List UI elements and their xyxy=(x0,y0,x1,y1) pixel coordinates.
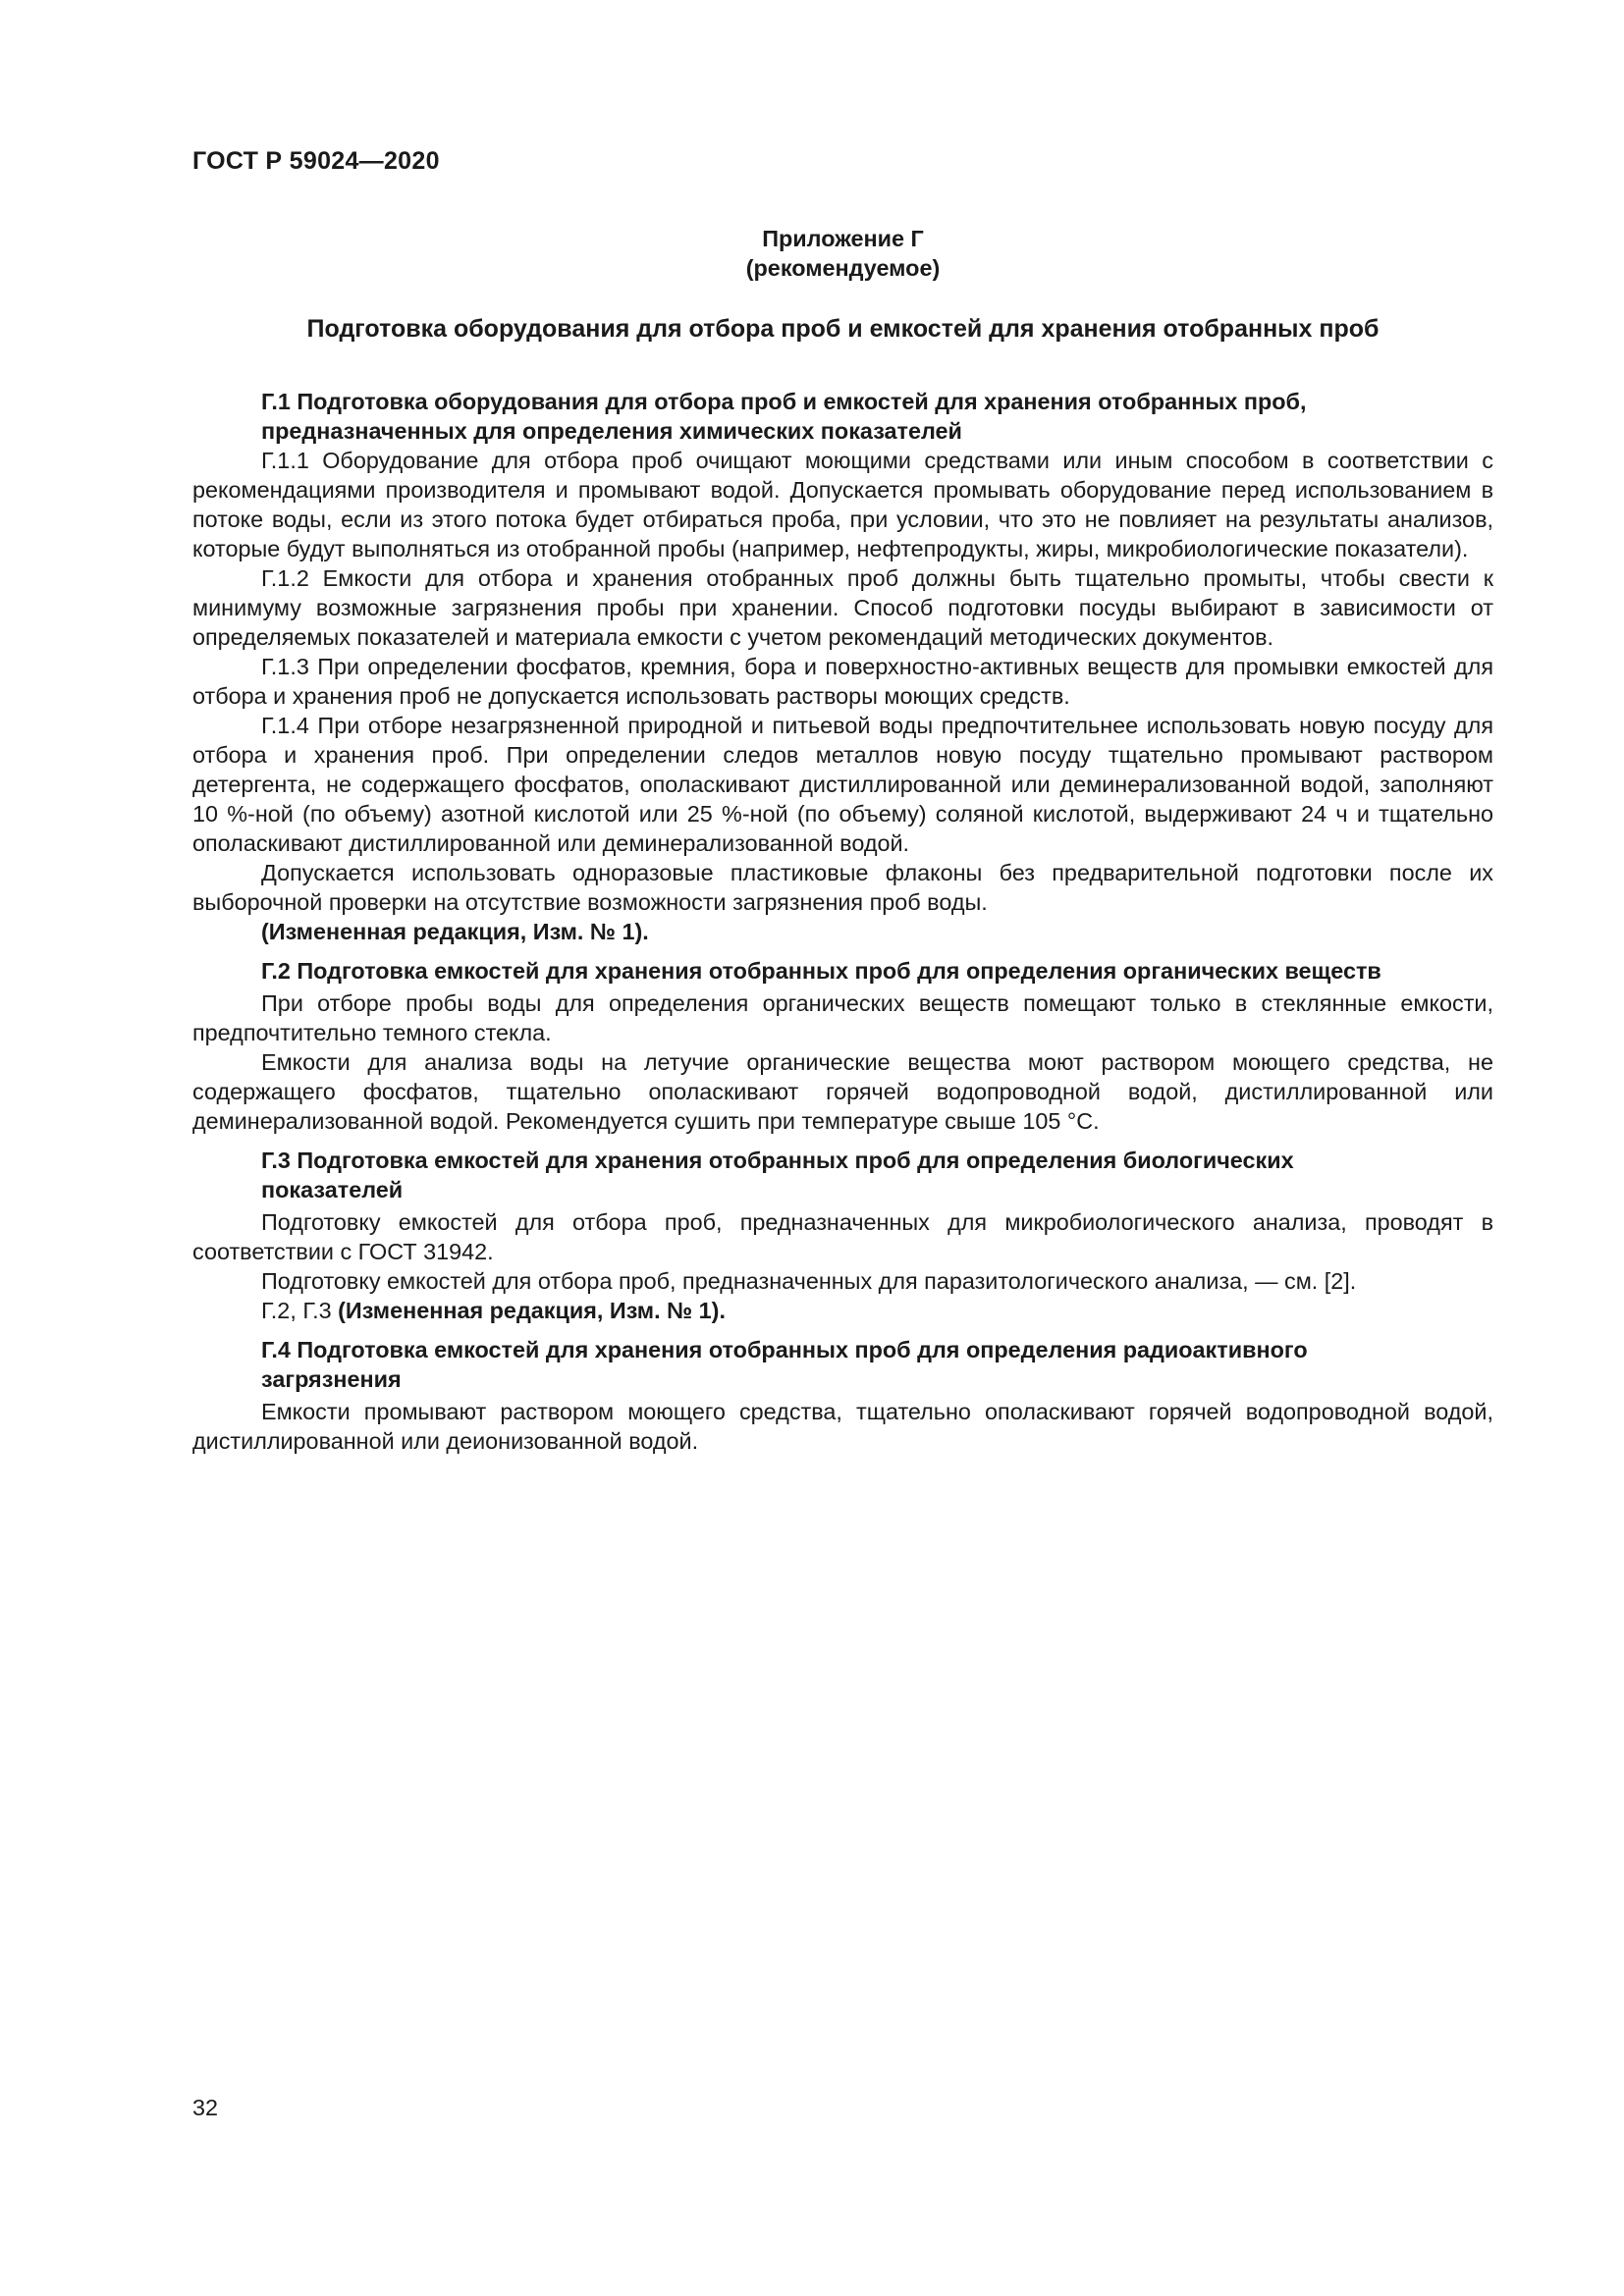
paragraph-g1-3: Г.1.3 При определении фосфатов, кремния, бора и поверхностно-активных веществ для промывки емкостей для отбора и хранения проб не допускается использовать растворы моющих средств. xyxy=(192,654,1493,709)
main-title: Подготовка оборудования для отбора проб и емкостей для хранения отобранных проб xyxy=(306,315,1380,343)
paragraph-g1-1: Г.1.1 Оборудование для отбора проб очищают моющими средствами или иным способом в соответствии с рекомендациями производителя и промывают водой. Допускается промывать оборудование перед использованием в потоке воды, если из этого потока будет отбираться проба, при условии, что это не повлияет на результаты анализов, которые будут выполняться из отобранной пробы (например, нефтепродукты, жиры, микробиологические показатели). xyxy=(192,448,1493,561)
amendment-note-g3: (Измененная редакция, Изм. № 1). xyxy=(338,1298,726,1323)
paragraph-g4-1: Емкости промывают раствором моющего средства, тщательно ополаскивают горячей водопроводной водой, дистиллированной или деионизованной водой. xyxy=(192,1399,1493,1454)
amendment-note-g1: (Измененная редакция, Изм. № 1). xyxy=(261,919,649,944)
document-body xyxy=(192,224,1493,1456)
amendment-ref-prefix: Г.2, Г.3 xyxy=(261,1298,339,1323)
paragraph-g1-5: Допускается использовать одноразовые пластиковые флаконы без предварительной подготовки после их выборочной проверки на отсутствие возможности загрязнения проб воды. xyxy=(192,860,1493,915)
paragraph-g1-2: Г.1.2 Емкости для отбора и хранения отобранных проб должны быть тщательно промыты, чтобы свести к минимуму возможные загрязнения пробы при хранении. Способ подготовки посуды выбирают в зависимости от определяемых показателей и материала емкости с учетом рекомендаций методических документов. xyxy=(192,565,1493,650)
paragraph-g3-2: Подготовку емкостей для отбора проб, предназначенных для паразитологического анализа, — см. [2]. xyxy=(261,1268,1357,1294)
section-heading-g1: Г.1 Подготовка оборудования для отбора проб и емкостей для хранения отобранных проб, предназначенных для определения химических показателей xyxy=(261,389,1307,444)
paragraph-g2-1: При отборе пробы воды для определения органических веществ помещают только в стеклянные емкости, предпочтительно темного стекла. xyxy=(192,990,1493,1045)
paragraph-g2-2: Емкости для анализа воды на летучие органические вещества моют раствором моющего средства, не содержащего фосфатов, тщательно ополаскивают горячей водопроводной водой, дистиллированной или деминерализованной водой. Рекомендуется сушить при температуре свыше 105 °С. xyxy=(192,1049,1493,1134)
section-heading-g4: Г.4 Подготовка емкостей для хранения отобранных проб для определения радиоактивного загрязнения xyxy=(261,1337,1308,1392)
paragraph-g1-4: Г.1.4 При отборе незагрязненной природной и питьевой воды предпочтительнее использовать новую посуду для отбора и хранения проб. При определении следов металлов новую посуду тщательно промывают раствором детергента, не содержащего фосфатов, ополаскивают дистиллированной или деминерализованной водой, заполняют 10 %-ной (по объему) азотной кислотой или 25 %-ной (по объему) соляной кислотой, выдерживают 24 ч и тщательно ополаскивают дистиллированной или деминерализованной водой. xyxy=(192,713,1493,856)
page-number: 32 xyxy=(192,2095,219,2120)
paragraph-g3-1: Подготовку емкостей для отбора проб, предназначенных для микробиологического анализа, проводят в соответствии с ГОСТ 31942. xyxy=(192,1209,1493,1264)
amendment-line-g3 xyxy=(192,1296,1493,1325)
document-code: ГОСТ Р 59024—2020 xyxy=(192,147,440,175)
section-heading-g3: Г.3 Подготовка емкостей для хранения отобранных проб для определения биологических показателей xyxy=(261,1148,1294,1202)
appendix-title: Приложение Г xyxy=(762,226,924,251)
appendix-status: (рекомендуемое) xyxy=(745,255,941,281)
section-heading-g2: Г.2 Подготовка емкостей для хранения отобранных проб для определения органических веществ xyxy=(261,958,1381,984)
